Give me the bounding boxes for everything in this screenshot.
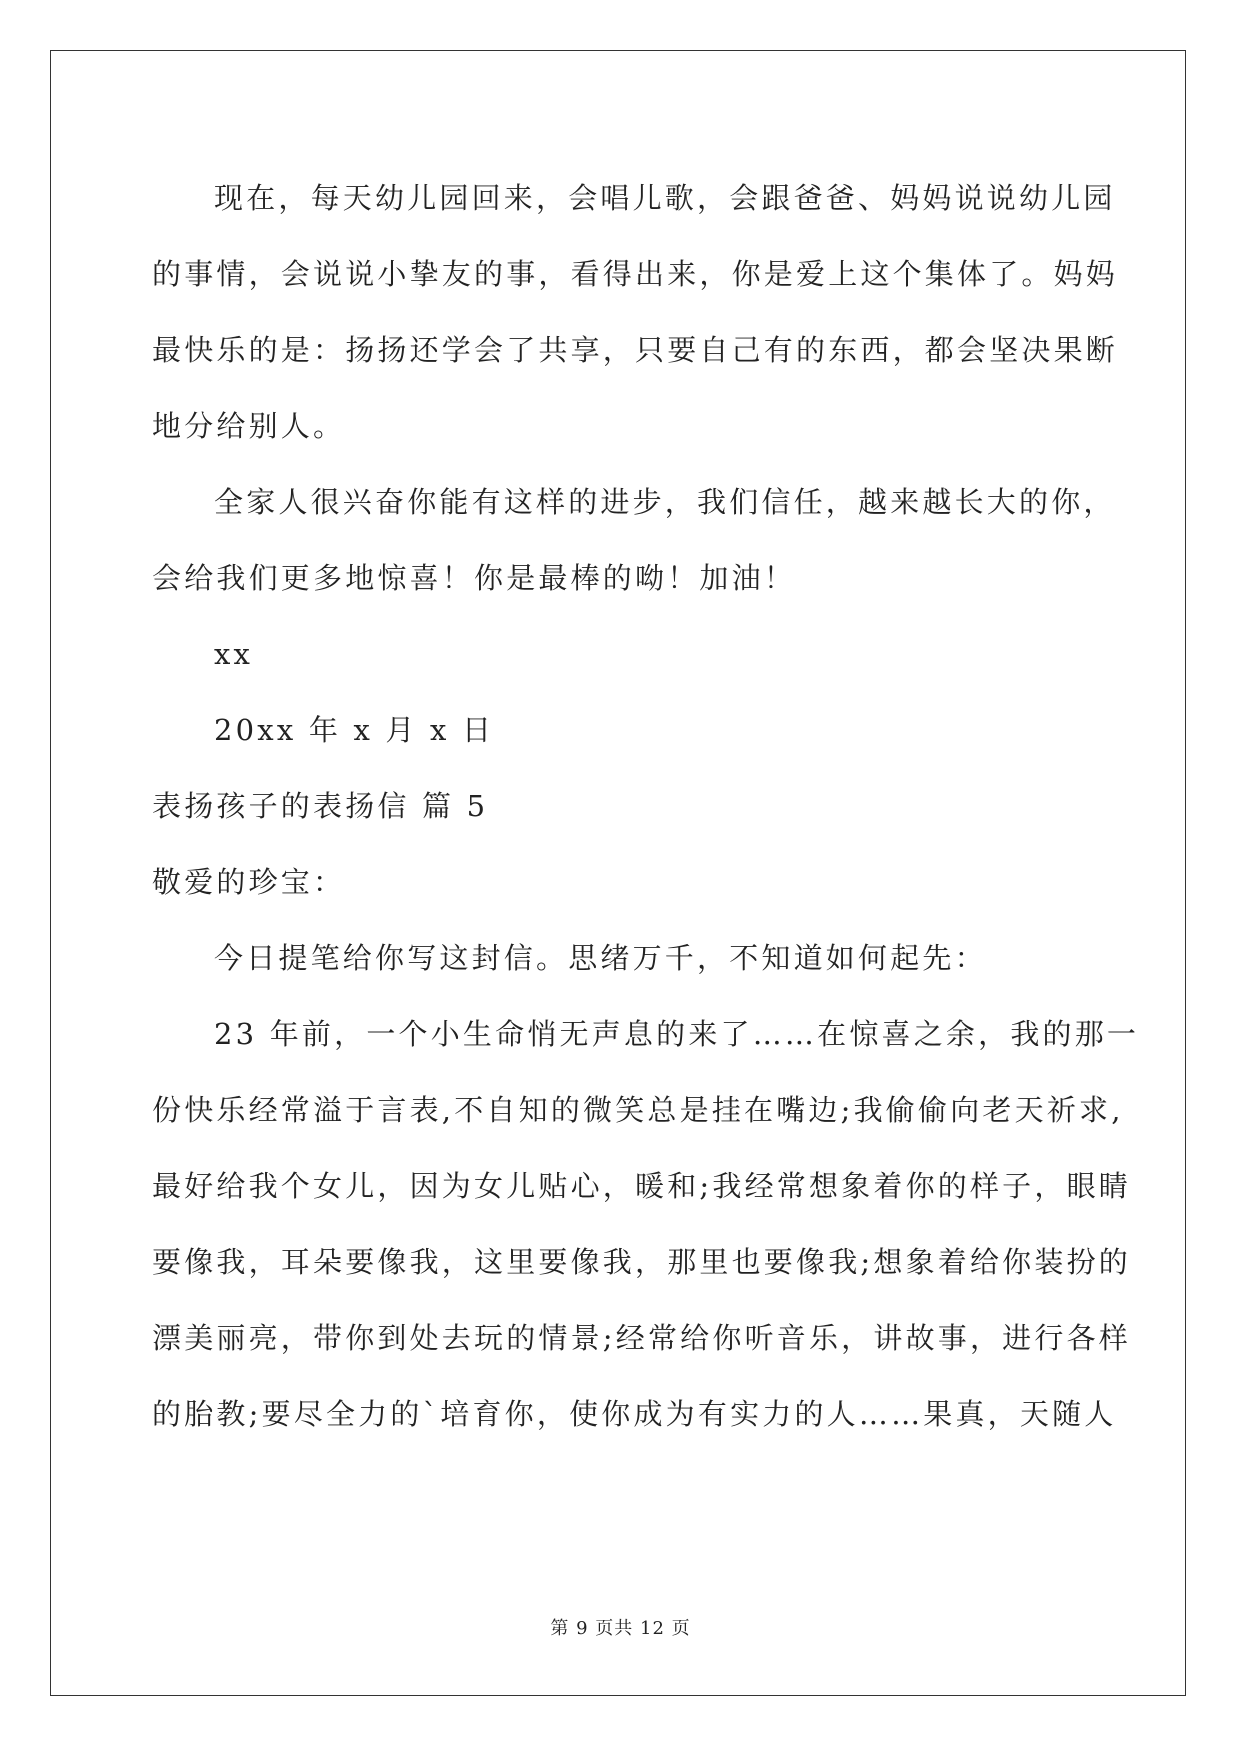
signature-name: xx [214, 637, 254, 671]
paragraph-line: 份快乐经常溢于言表,不自知的微笑总是挂在嘴边;我偷偷向老天祈求, [152, 1093, 1124, 1127]
paragraph-line: 要像我，耳朵要像我，这里要像我，那里也要像我;想象着给你装扮的 [152, 1245, 1131, 1279]
signature-date: 20xx 年 x 月 x 日 [214, 713, 495, 747]
page-footer [0, 1614, 1241, 1640]
paragraph-line: 今日提笔给你写这封信。思绪万千，不知道如何起先： [214, 941, 987, 975]
paragraph-line: 现在，每天幼儿园回来，会唱儿歌，会跟爸爸、妈妈说说幼儿园 [214, 181, 1116, 215]
document-body [152, 160, 1140, 1452]
paragraph-line: 漂美丽亮，带你到处去玩的情景;经常给你听音乐，讲故事，进行各样 [152, 1321, 1131, 1355]
paragraph-line: 的胎教;要尽全力的`培育你，使你成为有实力的人……果真，天随人 [152, 1397, 1117, 1431]
paragraph-line: 最快乐的是：扬扬还学会了共享，只要自己有的东西，都会坚决果断 [152, 333, 1119, 367]
paragraph-line: 会给我们更多地惊喜！你是最棒的呦！加油！ [152, 561, 797, 595]
section-heading: 表扬孩子的表扬信 篇 5 [152, 789, 489, 823]
page-number: 第 9 页 [550, 1618, 615, 1639]
paragraph-line: 23 年前，一个小生命悄无声息的来了……在惊喜之余，我的那一 [214, 1017, 1140, 1051]
page-total: 共 12 页 [614, 1618, 691, 1639]
paragraph-line: 地分给别人。 [152, 409, 346, 443]
paragraph-line: 全家人很兴奋你能有这样的进步，我们信任，越来越长大的你， [214, 485, 1116, 519]
salutation: 敬爱的珍宝： [152, 865, 346, 899]
paragraph-line: 的事情，会说说小挚友的事，看得出来，你是爱上这个集体了。妈妈 [152, 257, 1119, 291]
paragraph-line: 最好给我个女儿，因为女儿贴心，暖和;我经常想象着你的样子，眼睛 [152, 1169, 1131, 1203]
